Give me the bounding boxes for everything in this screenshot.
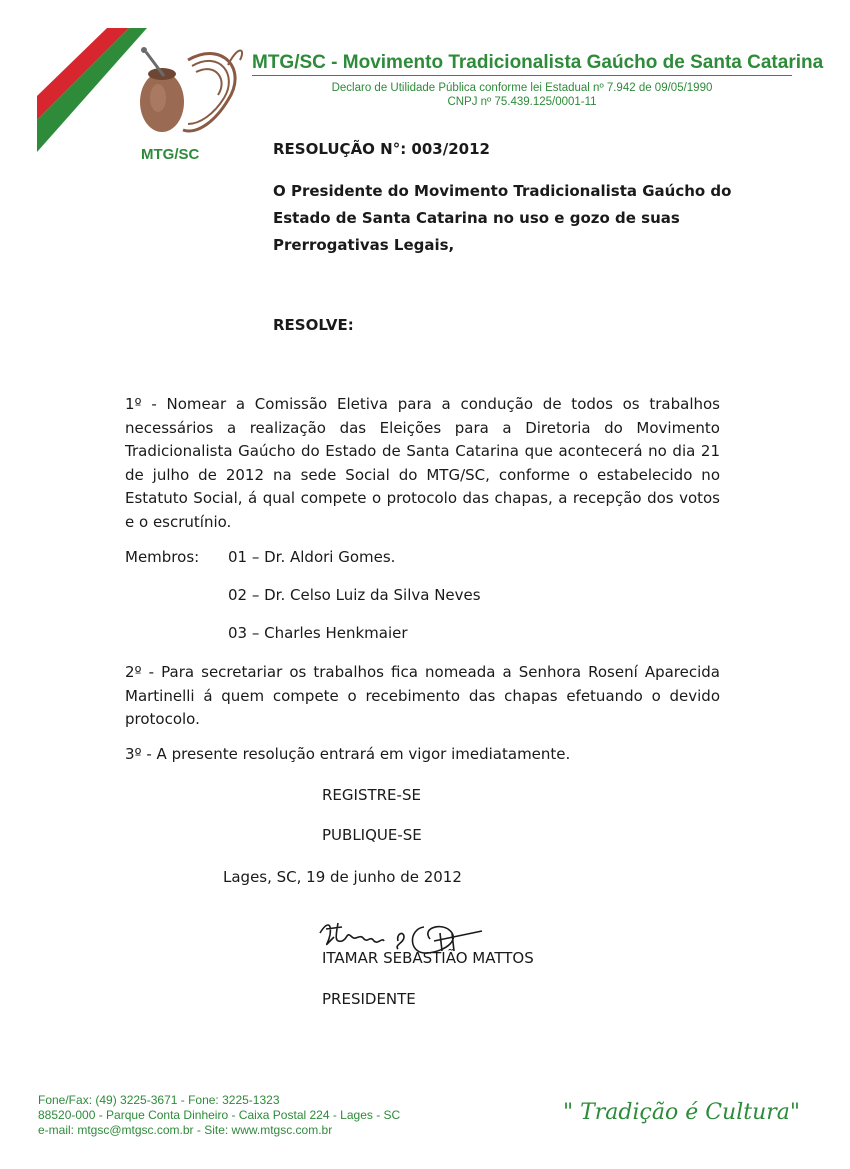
- cnpj-number: CNPJ nº 75.439.125/0001-11: [447, 96, 597, 108]
- members-label: Membros:: [125, 548, 200, 566]
- preamble-line: Estado de Santa Catarina no uso e gozo de suas: [273, 209, 680, 227]
- footer-contact: e-mail: mtgsc@mtgsc.com.br - Site: www.mtgsc.com.br: [38, 1123, 333, 1137]
- signer-name: ITAMAR SEBASTIÃO MATTOS: [322, 949, 534, 967]
- article-3-paragraph: 3º - A presente resolução entrará em vigor imediatamente.: [125, 745, 571, 763]
- public-utility-decree: Declaro de Utilidade Pública conforme lei Estadual nº 7.942 de 09/05/1990: [331, 82, 713, 94]
- signer-role: PRESIDENTE: [322, 990, 416, 1008]
- footer-motto: " Tradição é Cultura": [563, 1100, 801, 1125]
- member-item: 01 – Dr. Aldori Gomes.: [228, 548, 396, 566]
- article-1-paragraph: 1º - Nomear a Comissão Eletiva para a condução de todos os trabalhos necessários a realização das Eleições para a Diretoria do Movimento Tradicionalista Gaúcho do Estado de Santa Catarina que acontecerá no dia 21 de julho de 2012 na sede Social do MTG/SC, conforme o estabelecido no Estatuto Social, á qual compete o protocolo das chapas, a recepção dos votos e o escrutínio.: [125, 395, 720, 531]
- footer-address: 88520-000 - Parque Conta Dinheiro - Caixa Postal 224 - Lages - SC: [38, 1108, 401, 1122]
- logo-label: MTG/SC: [141, 146, 200, 163]
- preamble: [273, 178, 753, 259]
- register-label: REGISTRE-SE: [322, 786, 421, 804]
- member-item: 03 – Charles Henkmaier: [228, 624, 408, 642]
- footer-phone: Fone/Fax: (49) 3225-3671 - Fone: 3225-1323: [38, 1093, 280, 1107]
- resolution-title: RESOLUÇÃO N°: 003/2012: [273, 140, 490, 158]
- article-2-paragraph: 2º - Para secretariar os trabalhos fica nomeada a Senhora Rosení Aparecida Martinelli á quem compete o recebimento das chapas efetuando o devido protocolo.: [125, 663, 720, 728]
- preamble-line: O Presidente do Movimento Tradicionalista Gaúcho do: [273, 182, 732, 200]
- publish-label: PUBLIQUE-SE: [322, 826, 422, 844]
- organization-title: MTG/SC - Movimento Tradicionalista Gaúcho de Santa Catarina: [252, 52, 792, 76]
- place-date: Lages, SC, 19 de junho de 2012: [223, 868, 462, 886]
- member-item: 02 – Dr. Celso Luiz da Silva Neves: [228, 586, 481, 604]
- chimarrao-cuia-logo-icon: [128, 40, 246, 140]
- preamble-line: Prerrogativas Legais,: [273, 236, 455, 254]
- resolve-heading: RESOLVE:: [273, 316, 354, 334]
